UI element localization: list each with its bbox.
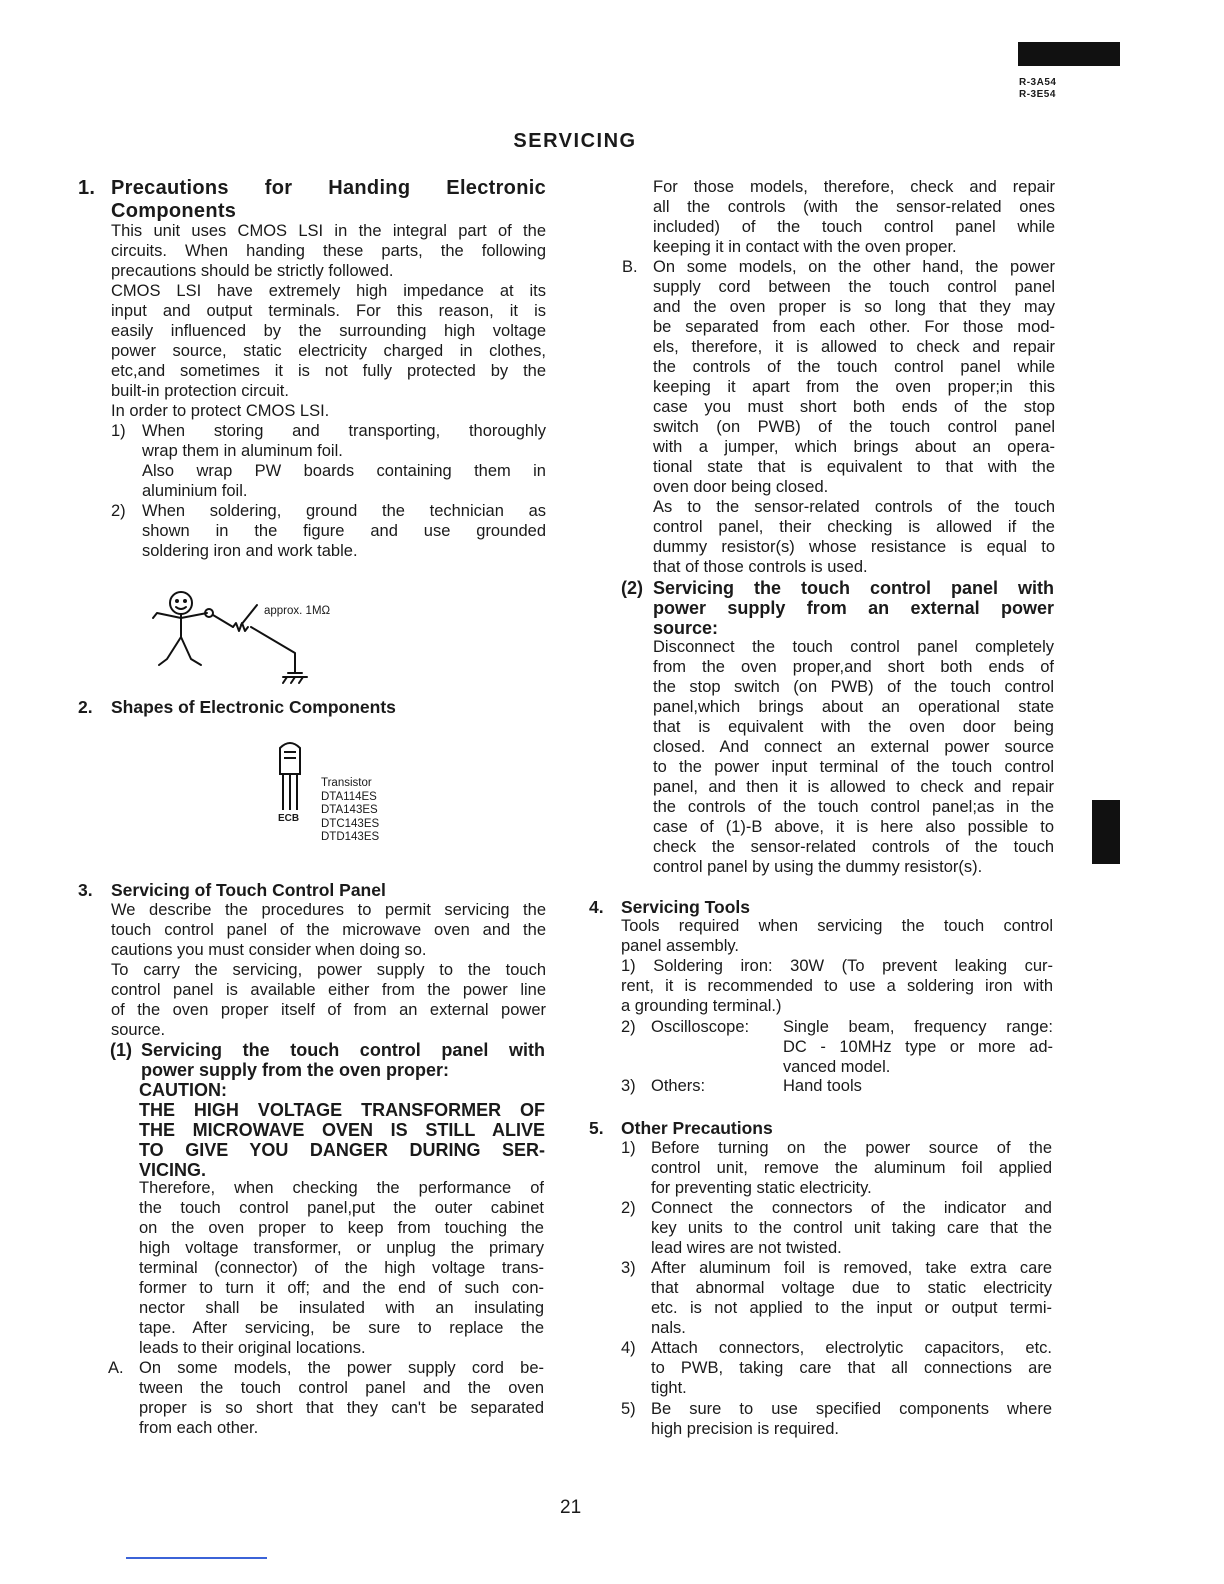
text-line: high voltage transformer, or unplug the primary bbox=[139, 1239, 544, 1257]
text-line: Disconnect the touch control panel completely bbox=[653, 638, 1054, 656]
text-line: included) of the touch control panel while bbox=[653, 218, 1055, 236]
text-line: proper is so short that they can't be separated bbox=[139, 1399, 544, 1417]
text-line: case of (1)-B above, it is here also possible to bbox=[653, 818, 1054, 836]
corner-black-bar bbox=[1018, 42, 1120, 66]
list-item bbox=[651, 1399, 1052, 1439]
caution-line: THE MICROWAVE OVEN IS STILL ALIVE bbox=[139, 1120, 545, 1140]
caution-line: TO GIVE YOU DANGER DURING SER- bbox=[139, 1140, 545, 1160]
text-line: rent, it is recommended to use a soldering iron with bbox=[621, 977, 1053, 995]
text-line: for preventing static electricity. bbox=[651, 1179, 872, 1197]
section-number: 5. bbox=[589, 1118, 604, 1138]
model-number: R-3A54 bbox=[1019, 77, 1057, 88]
text-line: control panel is available either from the power line bbox=[111, 981, 546, 999]
text-line: In order to protect CMOS LSI. bbox=[111, 402, 330, 420]
list-number: 2) bbox=[111, 502, 126, 520]
text-line: nector shall be insulated with an insulating bbox=[139, 1299, 544, 1317]
text-line: panel assembly. bbox=[621, 937, 740, 955]
subsection-number: (2) bbox=[621, 578, 643, 598]
text-line: the controls of the touch control panel while bbox=[653, 358, 1055, 376]
component-label: DTD143ES bbox=[321, 831, 380, 843]
text-line: Also wrap PW boards containing them in bbox=[142, 462, 546, 480]
text-line: of the oven proper itself of from an external power bbox=[111, 1001, 546, 1019]
text-line: input and output terminals. For this reason, it is bbox=[111, 302, 546, 320]
list-item bbox=[653, 257, 1055, 577]
section-body bbox=[111, 900, 546, 1040]
list-item bbox=[651, 1258, 1052, 1338]
section-number: 1. bbox=[78, 177, 96, 199]
text-line: When soldering, ground the technician as bbox=[142, 502, 546, 520]
text-line: etc,and sometimes it is not fully protected by the bbox=[111, 362, 546, 380]
component-label: DTC143ES bbox=[321, 817, 380, 830]
text-line: all the controls (with the sensor-related ones bbox=[653, 198, 1055, 216]
text-line: aluminium foil. bbox=[142, 482, 248, 500]
footer-rule bbox=[126, 1557, 267, 1559]
text-line: case you must short both ends of the stop bbox=[653, 398, 1055, 416]
tool-value: Hand tools bbox=[783, 1077, 862, 1095]
text-line: terminal (connector) of the high voltage trans- bbox=[139, 1259, 544, 1277]
text-line: key units to the control unit taking care that the bbox=[651, 1219, 1052, 1237]
text-line: As to the sensor-related controls of the touch bbox=[653, 498, 1055, 516]
list-item bbox=[651, 1198, 1052, 1258]
text-line: etc. is not applied to the input or output termi- bbox=[651, 1299, 1052, 1317]
section-heading: Servicing of Touch Control Panel bbox=[111, 880, 386, 900]
text-line: Attach connectors, electrolytic capacitors, etc. bbox=[651, 1339, 1052, 1357]
heading-line: Servicing the touch control panel with bbox=[141, 1040, 545, 1060]
text-line: to the power input terminal of the touch control bbox=[653, 758, 1054, 776]
text-line: the controls of the touch control panel;as in the bbox=[653, 798, 1054, 816]
section-number: 2. bbox=[78, 697, 93, 717]
list-letter: A. bbox=[108, 1359, 124, 1377]
text-line: DC - 10MHz type or more ad- bbox=[783, 1038, 1053, 1056]
text-line: 1) Soldering iron: 30W (To prevent leaking cur- bbox=[621, 957, 1053, 975]
text-line: switch (on PWB) of the touch control panel bbox=[653, 418, 1055, 436]
text-line: supply cord between the touch control panel bbox=[653, 278, 1055, 296]
heading-line: Components bbox=[111, 200, 237, 222]
text-line: circuits. When handing these parts, the following bbox=[111, 242, 546, 260]
heading-line: power supply from an external power bbox=[653, 598, 1054, 618]
heading-line: power supply from the oven proper: bbox=[141, 1060, 450, 1080]
subsection-heading bbox=[141, 1040, 545, 1080]
heading-line: Servicing the touch control panel with bbox=[653, 578, 1054, 598]
list-item bbox=[651, 1338, 1052, 1398]
text-line: Single beam, frequency range: bbox=[783, 1018, 1053, 1036]
list-number: 3) bbox=[621, 1077, 636, 1095]
text-line: wrap them in aluminum foil. bbox=[142, 442, 343, 460]
component-label: Transistor bbox=[321, 777, 372, 789]
list-number: 2) bbox=[621, 1018, 636, 1036]
section-heading: Shapes of Electronic Components bbox=[111, 697, 396, 717]
list-number: 5) bbox=[621, 1400, 636, 1418]
text-line: control unit, remove the aluminum foil applied bbox=[651, 1159, 1052, 1177]
section-number: 4. bbox=[589, 897, 604, 917]
text-line: from the oven proper,and short both ends of bbox=[653, 658, 1054, 676]
text-line: be separated from each other. For those mod- bbox=[653, 318, 1055, 336]
caution-line: VICING. bbox=[139, 1160, 207, 1180]
text-line: panel, and then it is allowed to check and repair bbox=[653, 778, 1054, 796]
text-line: keeping it in contact with the oven proper. bbox=[653, 238, 957, 256]
text-line: We describe the procedures to permit servicing the bbox=[111, 901, 546, 919]
text-line: keeping it apart from the oven proper;in this bbox=[653, 378, 1055, 396]
list-number: 3) bbox=[621, 1259, 636, 1277]
text-line: tight. bbox=[651, 1379, 687, 1397]
heading-line: Precautions for Handing Electronic bbox=[111, 177, 546, 199]
text-line: touch control panel of the microwave oven and the bbox=[111, 921, 546, 939]
list-item bbox=[139, 1358, 544, 1438]
text-line: For those models, therefore, check and repair bbox=[653, 178, 1055, 196]
text-line: that of those controls is used. bbox=[653, 558, 868, 576]
list-number: 1) bbox=[111, 422, 126, 440]
text-line: control panel by using the dummy resistor(s). bbox=[653, 858, 983, 876]
text-line: closed. And connect an external power source bbox=[653, 738, 1054, 756]
section-heading bbox=[111, 177, 546, 223]
text-line: high precision is required. bbox=[651, 1420, 840, 1438]
text-line: a grounding terminal.) bbox=[621, 997, 782, 1015]
list-item bbox=[142, 421, 546, 501]
component-label: DTA143ES bbox=[321, 804, 378, 816]
text-line: tional state that is equivalent to that with the bbox=[653, 458, 1055, 476]
text-line: Therefore, when checking the performance of bbox=[139, 1179, 544, 1197]
text-line: easily influenced by the surrounding high voltage bbox=[111, 322, 546, 340]
list-item bbox=[651, 1138, 1052, 1198]
text-line: Connect the connectors of the indicator and bbox=[651, 1199, 1052, 1217]
caution-line: THE HIGH VOLTAGE TRANSFORMER OF bbox=[139, 1100, 545, 1120]
page-number: 21 bbox=[560, 1497, 582, 1518]
text-line: that abnormal voltage due to static electricity bbox=[651, 1279, 1052, 1297]
text-line: that is equivalent with the oven door being bbox=[653, 718, 1054, 736]
text-line: Before turning on the power source of the bbox=[651, 1139, 1052, 1157]
subsection-number: (1) bbox=[110, 1040, 132, 1060]
list-number: 4) bbox=[621, 1339, 636, 1357]
text-line: tween the touch control panel and the oven bbox=[139, 1379, 544, 1397]
text-line: the stop switch (on PWB) of the touch control bbox=[653, 678, 1054, 696]
text-line: CMOS LSI have extremely high impedance at its bbox=[111, 282, 546, 300]
component-label: DTA114ES bbox=[321, 790, 377, 803]
text-line: precautions should be strictly followed. bbox=[111, 262, 394, 280]
text-line: This unit uses CMOS LSI in the integral part of the bbox=[111, 222, 546, 240]
tool-label: Oscilloscope: bbox=[651, 1018, 750, 1036]
text-line: soldering iron and work table. bbox=[142, 542, 358, 560]
text-line: built-in protection circuit. bbox=[111, 382, 289, 400]
tool-value bbox=[783, 1017, 1053, 1077]
text-line: control panel, their checking is allowed if the bbox=[653, 518, 1055, 536]
text-line: nals. bbox=[651, 1319, 686, 1337]
text-line: from each other. bbox=[139, 1419, 259, 1437]
caution-block bbox=[139, 1080, 545, 1180]
model-number: R-3E54 bbox=[1019, 89, 1056, 100]
figure-label: approx. 1MΩ bbox=[264, 605, 331, 617]
text-line: panel,which brings about an operational state bbox=[653, 698, 1054, 716]
list-number: 1) bbox=[621, 1139, 636, 1157]
subsection-heading bbox=[653, 578, 1054, 638]
section-heading: Other Precautions bbox=[621, 1118, 773, 1138]
text-line: source. bbox=[111, 1021, 166, 1039]
section-heading: Servicing Tools bbox=[621, 897, 751, 917]
text-line: tape. After servicing, be sure to replace the bbox=[139, 1319, 544, 1337]
text-line: To carry the servicing, power supply to the touch bbox=[111, 961, 546, 979]
section-body bbox=[111, 221, 546, 421]
text-line: vanced model. bbox=[783, 1058, 891, 1076]
list-letter: B. bbox=[622, 258, 638, 276]
page-title: SERVICING bbox=[513, 130, 637, 152]
text-line: dummy resistor(s) whose resistance is equal to bbox=[653, 538, 1055, 556]
component-list bbox=[321, 777, 379, 845]
text-line: els, therefore, it is allowed to check and repair bbox=[653, 338, 1055, 356]
grounding-figure bbox=[145, 585, 335, 690]
pin-label: ECB bbox=[278, 813, 300, 824]
text-line: Be sure to use specified components where bbox=[651, 1400, 1052, 1418]
text-line: on the oven proper to keep from touching the bbox=[139, 1219, 544, 1237]
section-body bbox=[621, 916, 1053, 1016]
section-number: 3. bbox=[78, 880, 93, 900]
tool-label: Others: bbox=[651, 1077, 706, 1095]
text-line: After aluminum foil is removed, take extra care bbox=[651, 1259, 1052, 1277]
text-line: leads to their original locations. bbox=[139, 1339, 366, 1357]
list-item bbox=[142, 501, 546, 561]
text-line: oven door being closed. bbox=[653, 478, 829, 496]
text-line: check the sensor-related controls of the touch bbox=[653, 838, 1054, 856]
list-number: 2) bbox=[621, 1199, 636, 1217]
subsection-body bbox=[139, 1178, 544, 1358]
text-line: On some models, on the other hand, the power bbox=[653, 258, 1055, 276]
text-line: with a jumper, which brings about an opera- bbox=[653, 438, 1055, 456]
text-line: the touch control panel,put the outer cabinet bbox=[139, 1199, 544, 1217]
subsection-body bbox=[653, 637, 1054, 877]
section-tab-marker bbox=[1092, 800, 1120, 864]
text-line: former to turn it off; and the end of such con- bbox=[139, 1279, 544, 1297]
text-line: power source, static electricity charged in clothes, bbox=[111, 342, 546, 360]
text-line: On some models, the power supply cord be- bbox=[139, 1359, 544, 1377]
caution-line: CAUTION: bbox=[139, 1080, 227, 1100]
text-line: When storing and transporting, thoroughly bbox=[142, 422, 546, 440]
text-line: lead wires are not twisted. bbox=[651, 1239, 842, 1257]
itemA-continued bbox=[653, 177, 1055, 257]
heading-line: source: bbox=[653, 618, 719, 638]
text-line: cautions you must consider when doing so. bbox=[111, 941, 427, 959]
text-line: Tools required when servicing the touch control bbox=[621, 917, 1053, 935]
text-line: shown in the figure and use grounded bbox=[142, 522, 546, 540]
text-line: and the oven proper is so long that they may bbox=[653, 298, 1055, 316]
text-line: to PWB, taking care that all connections are bbox=[651, 1359, 1052, 1377]
